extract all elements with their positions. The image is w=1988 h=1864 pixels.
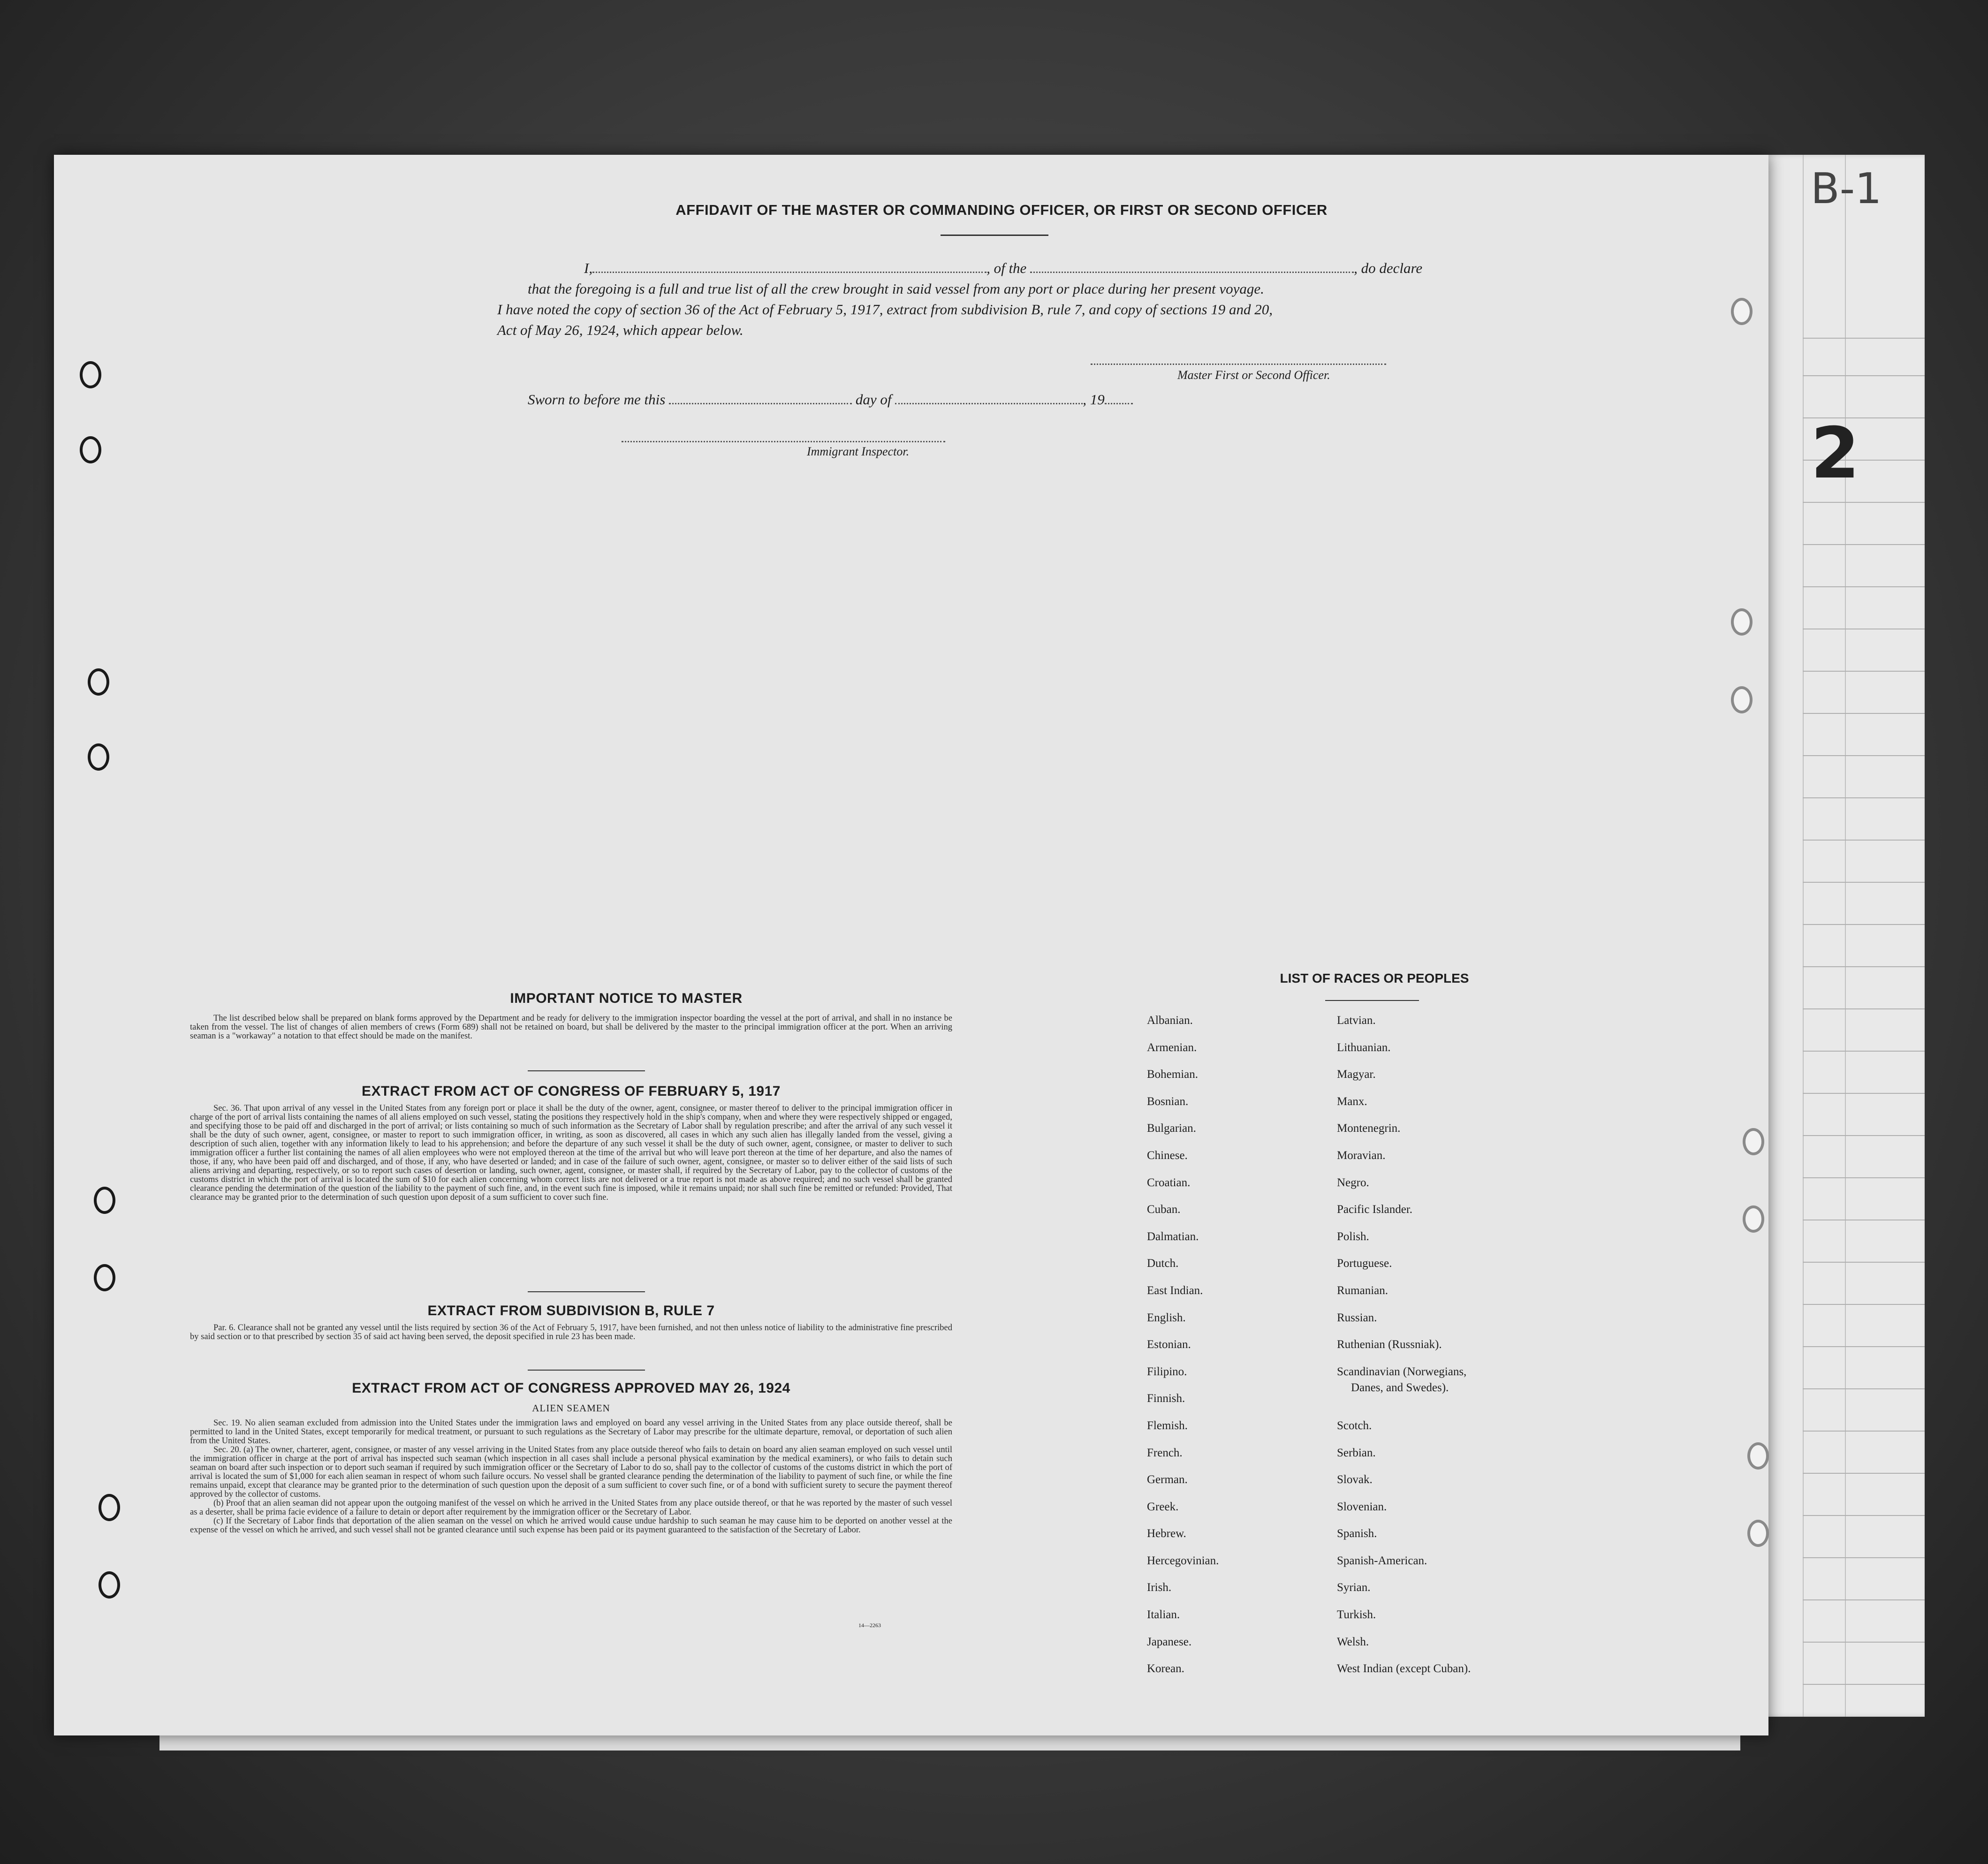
race-item: Slovenian. [1337, 1500, 1387, 1513]
punch-hole [94, 1187, 115, 1214]
race-item: Pacific Islander. [1337, 1203, 1413, 1216]
race-item: Bosnian. [1147, 1095, 1189, 1108]
sworn-day-blank [669, 403, 852, 404]
race-item: Armenian. [1147, 1041, 1197, 1054]
race-item: Italian. [1147, 1608, 1180, 1622]
section-divider [528, 1070, 645, 1071]
punch-hole [80, 436, 101, 463]
races-title-rule [1325, 1000, 1419, 1001]
race-item: Polish. [1337, 1230, 1369, 1243]
alien-seamen-subtitle: ALIEN SEAMEN [532, 1402, 610, 1414]
vessel-blank [1030, 272, 1354, 273]
title-rule [941, 235, 1048, 236]
race-item: Slovak. [1337, 1473, 1373, 1486]
master-signature-label: Master First or Second Officer. [1177, 368, 1330, 382]
day-of-label: day of [855, 391, 892, 408]
notice-title: IMPORTANT NOTICE TO MASTER [510, 991, 743, 1006]
race-item: Hebrew. [1147, 1527, 1186, 1540]
sworn-label: Sworn to before me this [528, 391, 666, 408]
punch-hole [1731, 686, 1753, 713]
race-item: Ruthenian (Russniak). [1337, 1338, 1442, 1351]
races-column-1 [1147, 1013, 1219, 1689]
race-item: English. [1147, 1311, 1186, 1324]
race-item: Scotch. [1337, 1419, 1372, 1432]
race-item: Spanish-American. [1337, 1554, 1427, 1567]
race-item: Scandinavian (Norwegians, [1337, 1365, 1467, 1378]
race-item: Chinese. [1147, 1149, 1188, 1162]
race-item: Albanian. [1147, 1014, 1193, 1027]
race-item: Syrian. [1337, 1581, 1371, 1594]
race-item: Cuban. [1147, 1203, 1181, 1216]
race-item: Flemish. [1147, 1419, 1188, 1432]
race-item: Bulgarian. [1147, 1122, 1196, 1135]
extract-1924-text [190, 1419, 952, 1535]
affidavit-i-label: I, [584, 260, 593, 276]
section-20a-text: Sec. 20. (a) The owner, charterer, agent, consignee, or master of any vessel arriving in the United States from any place outside thereof who fails to detain on board any alien seaman employed on such vessel until the immigration officer in charge at the port of arrival has inspected such seaman (which inspection in all cases shall include a personal physical examination by the medical examiners), or who fails to detain such seaman on board after such inspection or to deport such seaman if required by such immigration officer or the Secretary of Labor to do so, shall pay to the collector of customs of the customs district in which the port of arrival is located the sum of $1,000 for each alien seaman in respect of whom such failure occurs. No vessel shall be granted clearance pending the determination of the liability to payment of such fine, or while the fine remains unpaid, except that clearance may be granted prior to the determination of such question upon the deposit of a sum sufficient to cover such fine, or of a bond with sufficient surety to secure the payment thereof approved by the collector of customs. [190, 1445, 952, 1499]
race-item: Rumanian. [1337, 1284, 1389, 1297]
handwritten-sheet-number: B-1 [1811, 164, 1882, 213]
race-item: Montenegrin. [1337, 1122, 1401, 1135]
race-item: Welsh. [1337, 1635, 1369, 1648]
name-blank [592, 272, 986, 273]
section-20c-text: (c) If the Secretary of Labor finds that deportation of the alien seaman on the vessel on which he arrived would cause undue hardship to such seaman he may cause him to be deported on another vessel at the expense of the vessel on which he arrived, and such vessel shall not be granted clearance until such expense has been paid or its payment guaranteed to the satisfaction of the Secretary of Labor. [190, 1516, 952, 1535]
punch-hole [80, 361, 101, 388]
inspector-signature-line [622, 441, 945, 442]
section-divider [528, 1370, 645, 1371]
sworn-line [528, 389, 1133, 410]
punch-hole [1743, 1205, 1764, 1233]
of-the-label: , of the [986, 260, 1027, 276]
races-title: LIST OF RACES OR PEOPLES [1280, 971, 1469, 985]
extract-1917-text: Sec. 36. That upon arrival of any vessel in the United States from any foreign port or place it shall be the duty of the owner, agent, consignee, or master thereof to deliver to the principal immigration officer in charge of the port of arrival lists containing the names of all aliens employed on such vessel, stating the positions they respectively hold in the ship's company, when and where they were respectively shipped or engaged, and specifying those to be paid off and discharged in the port of arrival; or lists containing so much of such information as the Secretary of Labor shall by regulation prescribe; and after the arrival of any such vessel it shall be the duty of such owner, agent, consignee, or master to report to such immigration officer, in writing, as soon as discovered, all cases in which any such alien has illegally landed from the vessel, giving a description of such alien, together with any information likely to lead to his apprehension; and before the departure of any such vessel it shall be the duty of such owner, agent, consignee, or master to deliver to such immigration officer a further list containing the names of all alien employees who were not employed thereon at the time of the arrival but who will leave port thereon at the time of her departure, and also the names of those, if any, who have been paid off and discharged, and of those, if any, who have deserted or landed; and in case of the failure of such owner, agent, consignee, or master so to deliver either of the said lists of such aliens arriving and departing, respectively, or so to report such cases of desertion or landing, such owner, agent, consignee, or master shall, if required by the Secretary of Labor, pay to the collector of customs of the customs district in which the port of arrival is located the sum of $10 for each alien concerning whom correct lists are not delivered or a true report is not made as above required; and no such vessel shall be granted clearance pending the determination of the question of the liability to the payment of such fine, and, in the event such fine is imposed, while it remains unpaid; nor shall such fine be remitted or refunded: Provided, That clearance may be granted prior to the determination of such question upon deposit of a sum sufficient to cover such fine. [190, 1104, 952, 1202]
section-19-text: Sec. 19. No alien seaman excluded from admission into the United States under the immigration laws and employed on board any vessel arriving in the United States from any place outside thereof, shall be permitted to land in the United States, except temporarily for medical treatment, or pursuant to such regulations as the Secretary of Labor may prescribe for the ultimate departure, removal, or deportation of such alien from the United States. [190, 1418, 952, 1446]
master-signature-line [1091, 364, 1386, 365]
race-item: Manx. [1337, 1095, 1367, 1108]
race-item: French. [1147, 1446, 1183, 1459]
race-item: Portuguese. [1337, 1257, 1392, 1270]
race-item: Hercegovinian. [1147, 1554, 1219, 1567]
punch-hole [1731, 298, 1753, 325]
races-column-2 [1337, 1013, 1471, 1689]
race-item: Lithuanian. [1337, 1041, 1391, 1054]
extract-rule7-text: Par. 6. Clearance shall not be granted any vessel until the lists required by section 36 of the Act of February 5, 1917, have been furnished, and not then unless notice of liability to the administrative fine prescribed by said section or to that prescribed by section 35 of said act having been served, the deposit specified in rule 23 has been made. [190, 1323, 952, 1341]
section-divider [528, 1291, 645, 1292]
punch-hole [1747, 1442, 1769, 1470]
race-item: Moravian. [1337, 1149, 1386, 1162]
race-item: Dalmatian. [1147, 1230, 1199, 1243]
manifest-back-page [54, 155, 1768, 1735]
punch-hole [99, 1571, 120, 1599]
race-item: Dutch. [1147, 1257, 1179, 1270]
affidavit-line-1 [528, 258, 1461, 279]
section-20b-text: (b) Proof that an alien seaman did not appear upon the outgoing manifest of the vessel on which he arrived in the United States from any place outside thereof, or that he was reported by the master of such vessel as a deserter, shall be prima facie evidence of a failure to detain or deport after requirement by the immigration officer or the Secretary of Labor. [190, 1499, 952, 1517]
do-declare-label: , do declare [1354, 260, 1423, 276]
race-item: Negro. [1337, 1176, 1369, 1189]
race-item: Greek. [1147, 1500, 1179, 1513]
handwritten-side-numeral: 2 [1811, 413, 1860, 494]
punch-hole [1731, 608, 1753, 636]
race-item: German. [1147, 1473, 1188, 1486]
affidavit-line-2: that the foregoing is a full and true list of all the crew brought in said vessel from any port or place during her present voyage. [528, 280, 1264, 297]
extract-1924-title: EXTRACT FROM ACT OF CONGRESS APPROVED MAY 26, 1924 [352, 1380, 790, 1396]
sworn-month-blank [895, 403, 1083, 404]
affidavit-line-3: I have noted the copy of section 36 of the Act of February 5, 1917, extract from subdivision B, rule 7, and copy of sections 19 and 20, [497, 301, 1273, 318]
race-item: Croatian. [1147, 1176, 1191, 1189]
affidavit-line-4: Act of May 26, 1924, which appear below. [497, 322, 744, 338]
race-item: Turkish. [1337, 1608, 1376, 1622]
race-item: Estonian. [1147, 1338, 1191, 1351]
form-number: 14—2263 [858, 1622, 881, 1629]
extract-1917-title: EXTRACT FROM ACT OF CONGRESS OF FEBRUARY 5, 1917 [362, 1084, 781, 1099]
punch-hole [94, 1264, 115, 1291]
race-item: Spanish. [1337, 1527, 1377, 1540]
punch-hole [88, 743, 109, 771]
punch-hole [1743, 1128, 1764, 1155]
punch-hole [99, 1494, 120, 1521]
race-item: Latvian. [1337, 1014, 1376, 1027]
notice-text: The list described below shall be prepared on blank forms approved by the Department and be ready for delivery to the immigration inspector boarding the vessel at the port of arrival, and shall in no instance be taken from the vessel. The list of changes of alien members of crews (Form 689) shall not be retained on board, but shall be delivered by the master to the principal immigration officer at the port. When an arriving seaman is a "workaway" a notation to that effect should be made on the manifest. [190, 1014, 952, 1041]
race-item: Magyar. [1337, 1068, 1376, 1081]
inspector-signature-label: Immigrant Inspector. [807, 445, 910, 458]
race-item: West Indian (except Cuban). [1337, 1662, 1471, 1675]
year-blank [1105, 403, 1133, 404]
punch-hole [1747, 1520, 1769, 1547]
race-item: Korean. [1147, 1662, 1184, 1675]
race-item: Japanese. [1147, 1635, 1192, 1648]
race-item: Danes, and Swedes). [1351, 1381, 1449, 1394]
affidavit-title: AFFIDAVIT OF THE MASTER OR COMMANDING OFFICER, OR FIRST OR SECOND OFFICER [675, 202, 1328, 218]
race-item: Russian. [1337, 1311, 1377, 1324]
race-item: Finnish. [1147, 1392, 1185, 1405]
race-item: Irish. [1147, 1581, 1172, 1594]
race-item: East Indian. [1147, 1284, 1203, 1297]
punch-hole [88, 668, 109, 696]
year-label: , 19 [1083, 391, 1105, 408]
race-item: Filipino. [1147, 1365, 1187, 1378]
race-item: Bohemian. [1147, 1068, 1199, 1081]
race-item: Serbian. [1337, 1446, 1376, 1459]
extract-rule7-title: EXTRACT FROM SUBDIVISION B, RULE 7 [427, 1303, 715, 1318]
